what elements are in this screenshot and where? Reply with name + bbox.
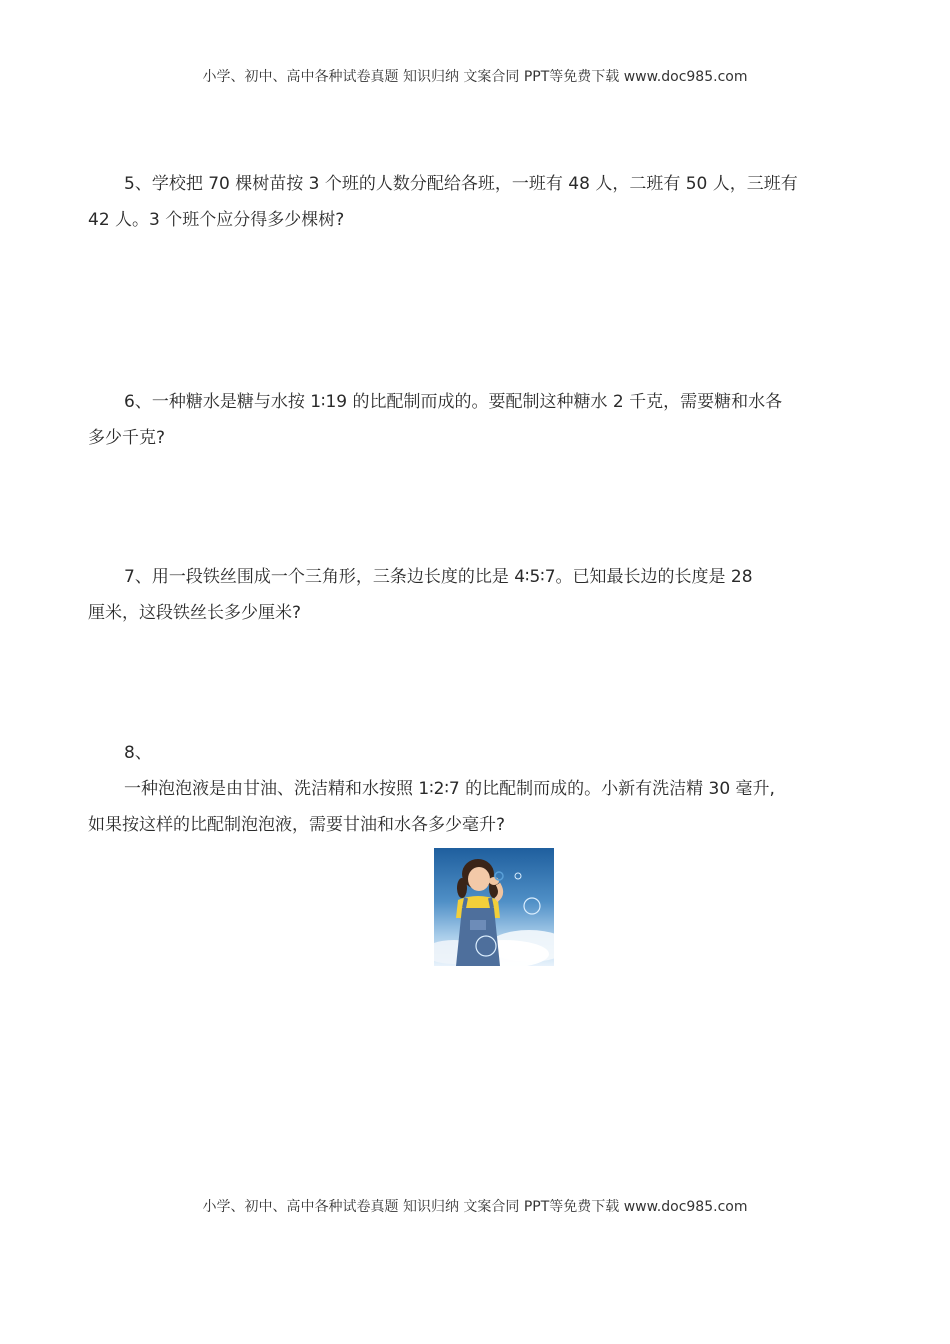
question-text-line: 7、用一段铁丝围成一个三角形，三条边长度的比是 4∶5∶7。已知最长边的长度是 28 xyxy=(124,567,753,587)
question-text-line: 一种泡泡液是由甘油、洗洁精和水按照 1∶2∶7 的比配制而成的。小新有洗洁精 30 毫升, xyxy=(124,779,775,799)
question-text-line: 如果按这样的比配制泡泡液，需要甘油和水各多少毫升? xyxy=(88,815,506,835)
question-text-line: 厘米，这段铁丝长多少厘米? xyxy=(88,603,302,623)
page-footer: 小学、初中、高中各种试卷真题 知识归纳 文案合同 PPT等免费下载 www.doc985.com xyxy=(202,1199,748,1215)
girl-blowing-bubbles-photo xyxy=(434,848,554,966)
question-text-line: 6、一种糖水是糖与水按 1∶19 的比配制而成的。要配制这种糖水 2 千克，需要糖和水各 xyxy=(124,392,783,412)
question-8 xyxy=(88,735,868,843)
question-text-line: 42 人。3 个班个应分得多少棵树? xyxy=(88,210,345,230)
page-header: 小学、初中、高中各种试卷真题 知识归纳 文案合同 PPT等免费下载 www.doc985.com xyxy=(202,69,748,85)
question-6 xyxy=(88,384,868,456)
question-text-line: 多少千克? xyxy=(88,428,166,448)
photo-illustration xyxy=(434,848,554,966)
question-text-line: 5、学校把 70 棵树苗按 3 个班的人数分配给各班，一班有 48 人，二班有 50 人，三班有 xyxy=(124,174,798,194)
question-number: 8、 xyxy=(124,743,152,763)
question-5 xyxy=(88,166,868,238)
question-7 xyxy=(88,559,868,631)
